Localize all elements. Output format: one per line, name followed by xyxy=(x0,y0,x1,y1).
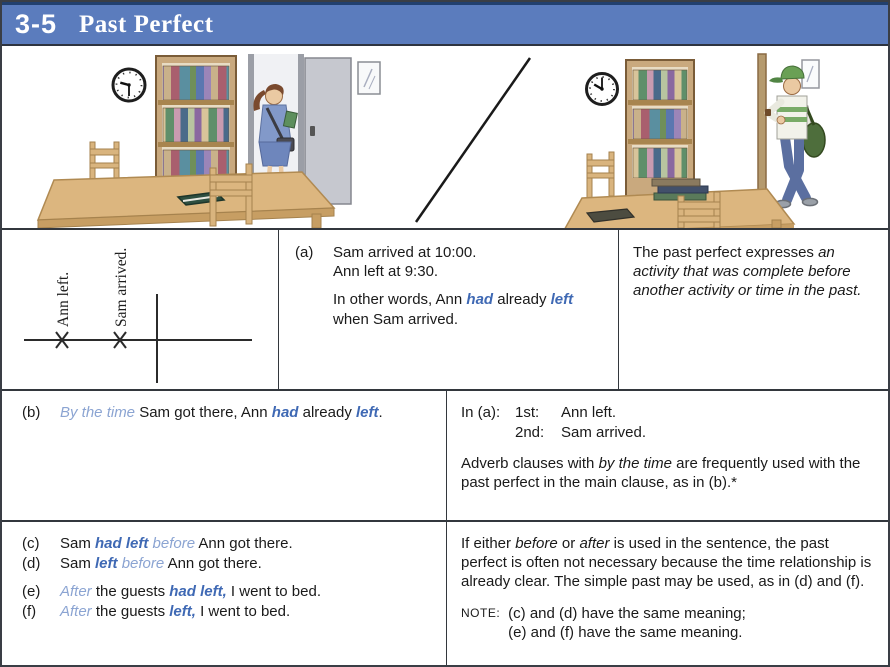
row-a xyxy=(2,230,888,391)
example-tag: (c) xyxy=(22,535,40,552)
example-a xyxy=(295,243,608,329)
example-tag: (b) xyxy=(22,404,41,421)
left-scene xyxy=(38,54,380,228)
explanation-b: Adverb clauses with by the time are frequently used with the past perfect in the main clause, as in (b).* xyxy=(461,455,861,492)
example-tag: (e) xyxy=(22,583,41,600)
chart-header xyxy=(2,2,888,46)
example-c-sentence: Sam had left before Ann got there. xyxy=(60,535,293,552)
note-line2: (e) and (f) have the same meaning. xyxy=(508,624,743,642)
example-c xyxy=(22,534,436,554)
example-a-line2: Ann left at 9:30. xyxy=(333,263,439,281)
example-a-line1: Sam arrived at 10:00. xyxy=(333,244,477,261)
example-b-sentence: By the time Sam got there, Ann had already left. xyxy=(60,404,383,421)
example-d-sentence: Sam left before Ann got there. xyxy=(60,554,262,572)
examples-cf-cell xyxy=(2,522,447,665)
timeline-label-sam: Sam arrived. xyxy=(113,247,130,327)
example-a-cell xyxy=(279,230,619,389)
chair-back-icon xyxy=(587,152,614,198)
note-label: NOTE: xyxy=(461,605,501,620)
example-b xyxy=(22,403,436,423)
explanation-a: The past perfect expresses an activity that was complete before another activity or time in the past. xyxy=(633,244,862,300)
table-icon xyxy=(38,172,334,228)
first-text: Ann left. xyxy=(561,404,617,421)
explanation-b-cell xyxy=(447,391,888,520)
second-text: Sam arrived. xyxy=(561,423,647,441)
example-a-paraphrase: In other words, Ann had already left when Sam arrived. xyxy=(333,291,574,328)
example-tag: (f) xyxy=(22,602,37,620)
right-scene xyxy=(562,54,825,228)
clock-1000-icon xyxy=(587,74,618,105)
example-f-sentence: After the guests left, I went to bed. xyxy=(60,602,291,620)
illustration-canvas xyxy=(2,46,888,228)
example-tag: (a) xyxy=(295,244,314,261)
timeline-label-ann: Ann left. xyxy=(55,271,72,327)
example-tag: (d) xyxy=(22,554,41,572)
clock-930-icon xyxy=(113,69,145,101)
timeline-cell xyxy=(2,230,279,389)
first-label: 1st: xyxy=(515,404,540,421)
chart-title: Past Perfect xyxy=(79,10,214,38)
note-block xyxy=(461,604,876,643)
timeline-diagram xyxy=(2,230,278,387)
second-label: 2nd: xyxy=(515,423,545,441)
in-a-label: In (a): xyxy=(461,404,501,421)
illustration-row xyxy=(2,46,888,230)
explanation-cf-cell xyxy=(447,522,888,665)
explanation-a-cell xyxy=(619,230,888,389)
example-f xyxy=(22,602,436,622)
row-cf xyxy=(2,522,888,665)
example-b-cell xyxy=(2,391,447,520)
example-e-sentence: After the guests had left, I went to bed. xyxy=(60,583,321,600)
explanation-cf: If either before or after is used in the sentence, the past perfect is often not necessary because the time relationship is already clear. The simple past may be used, as in (d) and (f). xyxy=(461,535,872,591)
order-summary xyxy=(461,403,876,442)
diagonal-separator xyxy=(416,58,530,222)
chart-number: 3-5 xyxy=(15,9,58,39)
row-b xyxy=(2,391,888,522)
note-line1: (c) and (d) have the same meaning; xyxy=(508,604,746,622)
example-e xyxy=(22,582,436,602)
example-d xyxy=(22,554,436,574)
